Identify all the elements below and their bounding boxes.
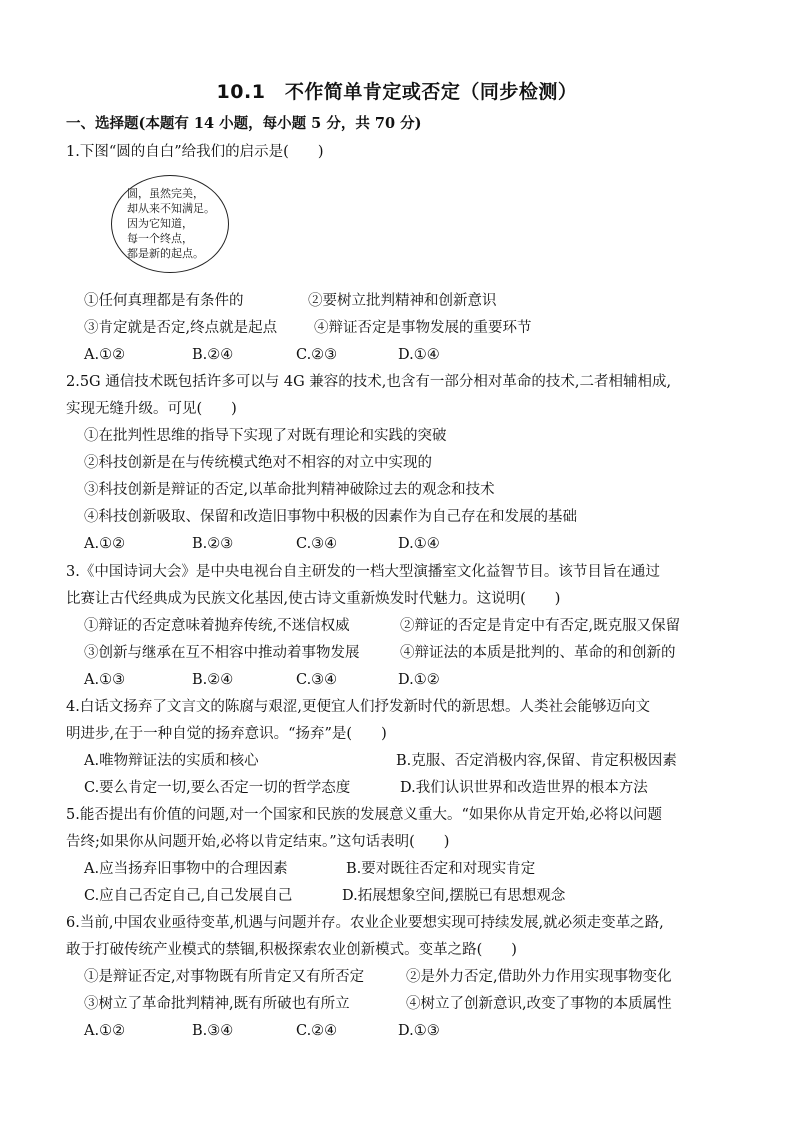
q4-stem: 4.白话文扬弃了文言文的陈腐与艰涩,更便宜人们抒发新时代的新思想。人类社会能够迈向文 (66, 699, 650, 715)
q6-options (84, 1021, 644, 1041)
figure-line: 圆，虽然完美， (127, 187, 204, 200)
statement: ①是辩证否定,对事物既有所肯定又有所否定 (84, 969, 365, 985)
q4-stem-cont: 明进步,在于一种自觉的扬弃意识。“扬弃”是( ) (66, 726, 387, 742)
statement: ③肯定就是否定,终点就是起点 (84, 320, 278, 336)
option-d[interactable]: D.①② (398, 672, 440, 688)
option-d[interactable]: D.①④ (398, 347, 440, 363)
figure-line: 却从来不知满足。 (127, 202, 215, 215)
q4-options-row2 (84, 778, 744, 798)
q6-stem-cont: 敢于打破传统产业模式的禁锢,积极探索农业创新模式。变革之路( ) (66, 942, 517, 958)
option-a[interactable]: A.①② (84, 1023, 126, 1039)
q3-statements-row1 (84, 616, 744, 636)
option-a[interactable]: A.①② (84, 347, 126, 363)
q6-statements-row1 (84, 967, 744, 987)
option-c[interactable]: C.要么肯定一切,要么否定一切的哲学态度 (84, 780, 351, 796)
q2-stem-cont: 实现无缝升级。可见( ) (66, 401, 237, 417)
section-heading: 一、选择题(本题有 14 小题，每小题 5 分，共 70 分) (66, 115, 422, 132)
circle-figure-text (127, 186, 215, 261)
statement: ④科技创新吸取、保留和改造旧事物中积极的因素作为自己存在和发展的基础 (84, 509, 577, 525)
q4-options-row1 (84, 751, 744, 771)
option-b[interactable]: B.克服、否定消极内容,保留、肯定积极因素 (396, 753, 677, 769)
option-a[interactable]: A.①② (84, 536, 126, 552)
option-b[interactable]: B.③④ (192, 1023, 234, 1039)
option-c[interactable]: C.应自己否定自己,自己发展自己 (84, 888, 293, 904)
q3-stem-cont: 比赛让古代经典成为民族文化基因,使古诗文重新焕发时代魅力。这说明( ) (66, 591, 561, 607)
q5-options-row1 (84, 859, 744, 879)
page-title: 10.1 不作简单肯定或否定（同步检测） (216, 81, 578, 103)
option-a[interactable]: A.①③ (84, 672, 126, 688)
option-b[interactable]: B.要对既往否定和对现实肯定 (346, 861, 536, 877)
q1-statements-row2 (84, 318, 744, 338)
q6-stem: 6.当前,中国农业亟待变革,机遇与问题并存。农业企业要想实现可持续发展,就必须走变革之路, (66, 915, 664, 931)
option-d[interactable]: D.①④ (398, 536, 440, 552)
option-c[interactable]: C.②③ (296, 347, 338, 363)
q5-options-row2 (84, 886, 744, 906)
statement: ②科技创新是在与传统模式绝对不相容的对立中实现的 (84, 455, 432, 471)
statement: ①在批判性思维的指导下实现了对既有理论和实践的突破 (84, 428, 447, 444)
option-b[interactable]: B.②④ (192, 672, 234, 688)
statement: ②辩证的否定是肯定中有否定,既克服又保留 (400, 618, 681, 634)
figure-line: 因为它知道， (127, 217, 193, 230)
q3-stem: 3.《中国诗词大会》是中央电视台自主研发的一档大型演播室文化益智节目。该节目旨在通过 (66, 564, 660, 580)
statement: ②要树立批判精神和创新意识 (308, 293, 497, 309)
option-d[interactable]: D.①③ (398, 1023, 440, 1039)
statement: ①辩证的否定意味着抛弃传统,不迷信权威 (84, 618, 350, 634)
statement: ③创新与继承在互不相容中推动着事物发展 (84, 645, 360, 661)
option-c[interactable]: C.③④ (296, 672, 338, 688)
statement: ①任何真理都是有条件的 (84, 293, 244, 309)
statement: ③树立了革命批判精神,既有所破也有所立 (84, 996, 350, 1012)
option-c[interactable]: C.②④ (296, 1023, 338, 1039)
statement: ②是外力否定,借助外力作用实现事物变化 (406, 969, 672, 985)
statement: ④树立了创新意识,改变了事物的本质属性 (406, 996, 672, 1012)
q3-options (84, 670, 644, 690)
q1-options (84, 345, 644, 365)
option-b[interactable]: B.②④ (192, 347, 234, 363)
option-a[interactable]: A.应当扬弃旧事物中的合理因素 (84, 861, 288, 877)
statement: ③科技创新是辩证的否定,以革命批判精神破除过去的观念和技术 (84, 482, 495, 498)
q5-stem-cont: 告终;如果你从问题开始,必将以肯定结束。”这句话表明( ) (66, 834, 450, 850)
q2-options (84, 534, 644, 554)
q6-statements-row2 (84, 994, 744, 1014)
q2-stem: 2.5G 通信技术既包括许多可以与 4G 兼容的技术,也含有一部分相对革命的技术,二者相辅相成, (66, 374, 672, 390)
figure-line: 每一个终点， (127, 232, 193, 245)
option-d[interactable]: D.我们认识世界和改造世界的根本方法 (400, 780, 648, 796)
q5-stem: 5.能否提出有价值的问题,对一个国家和民族的发展意义重大。“如果你从肯定开始,必将以问题 (66, 807, 662, 823)
option-b[interactable]: B.②③ (192, 536, 234, 552)
q3-statements-row2 (84, 643, 744, 663)
q1-statements-row1 (84, 291, 744, 311)
option-d[interactable]: D.拓展想象空间,摆脱已有思想观念 (342, 888, 566, 904)
option-a[interactable]: A.唯物辩证法的实质和核心 (84, 753, 259, 769)
q1-stem: 1.下图“圆的自白”给我们的启示是( ) (66, 144, 324, 160)
statement: ④辩证否定是事物发展的重要环节 (314, 320, 532, 336)
figure-line: 都是新的起点。 (127, 247, 204, 260)
statement: ④辩证法的本质是批判的、革命的和创新的 (400, 645, 676, 661)
option-c[interactable]: C.③④ (296, 536, 338, 552)
